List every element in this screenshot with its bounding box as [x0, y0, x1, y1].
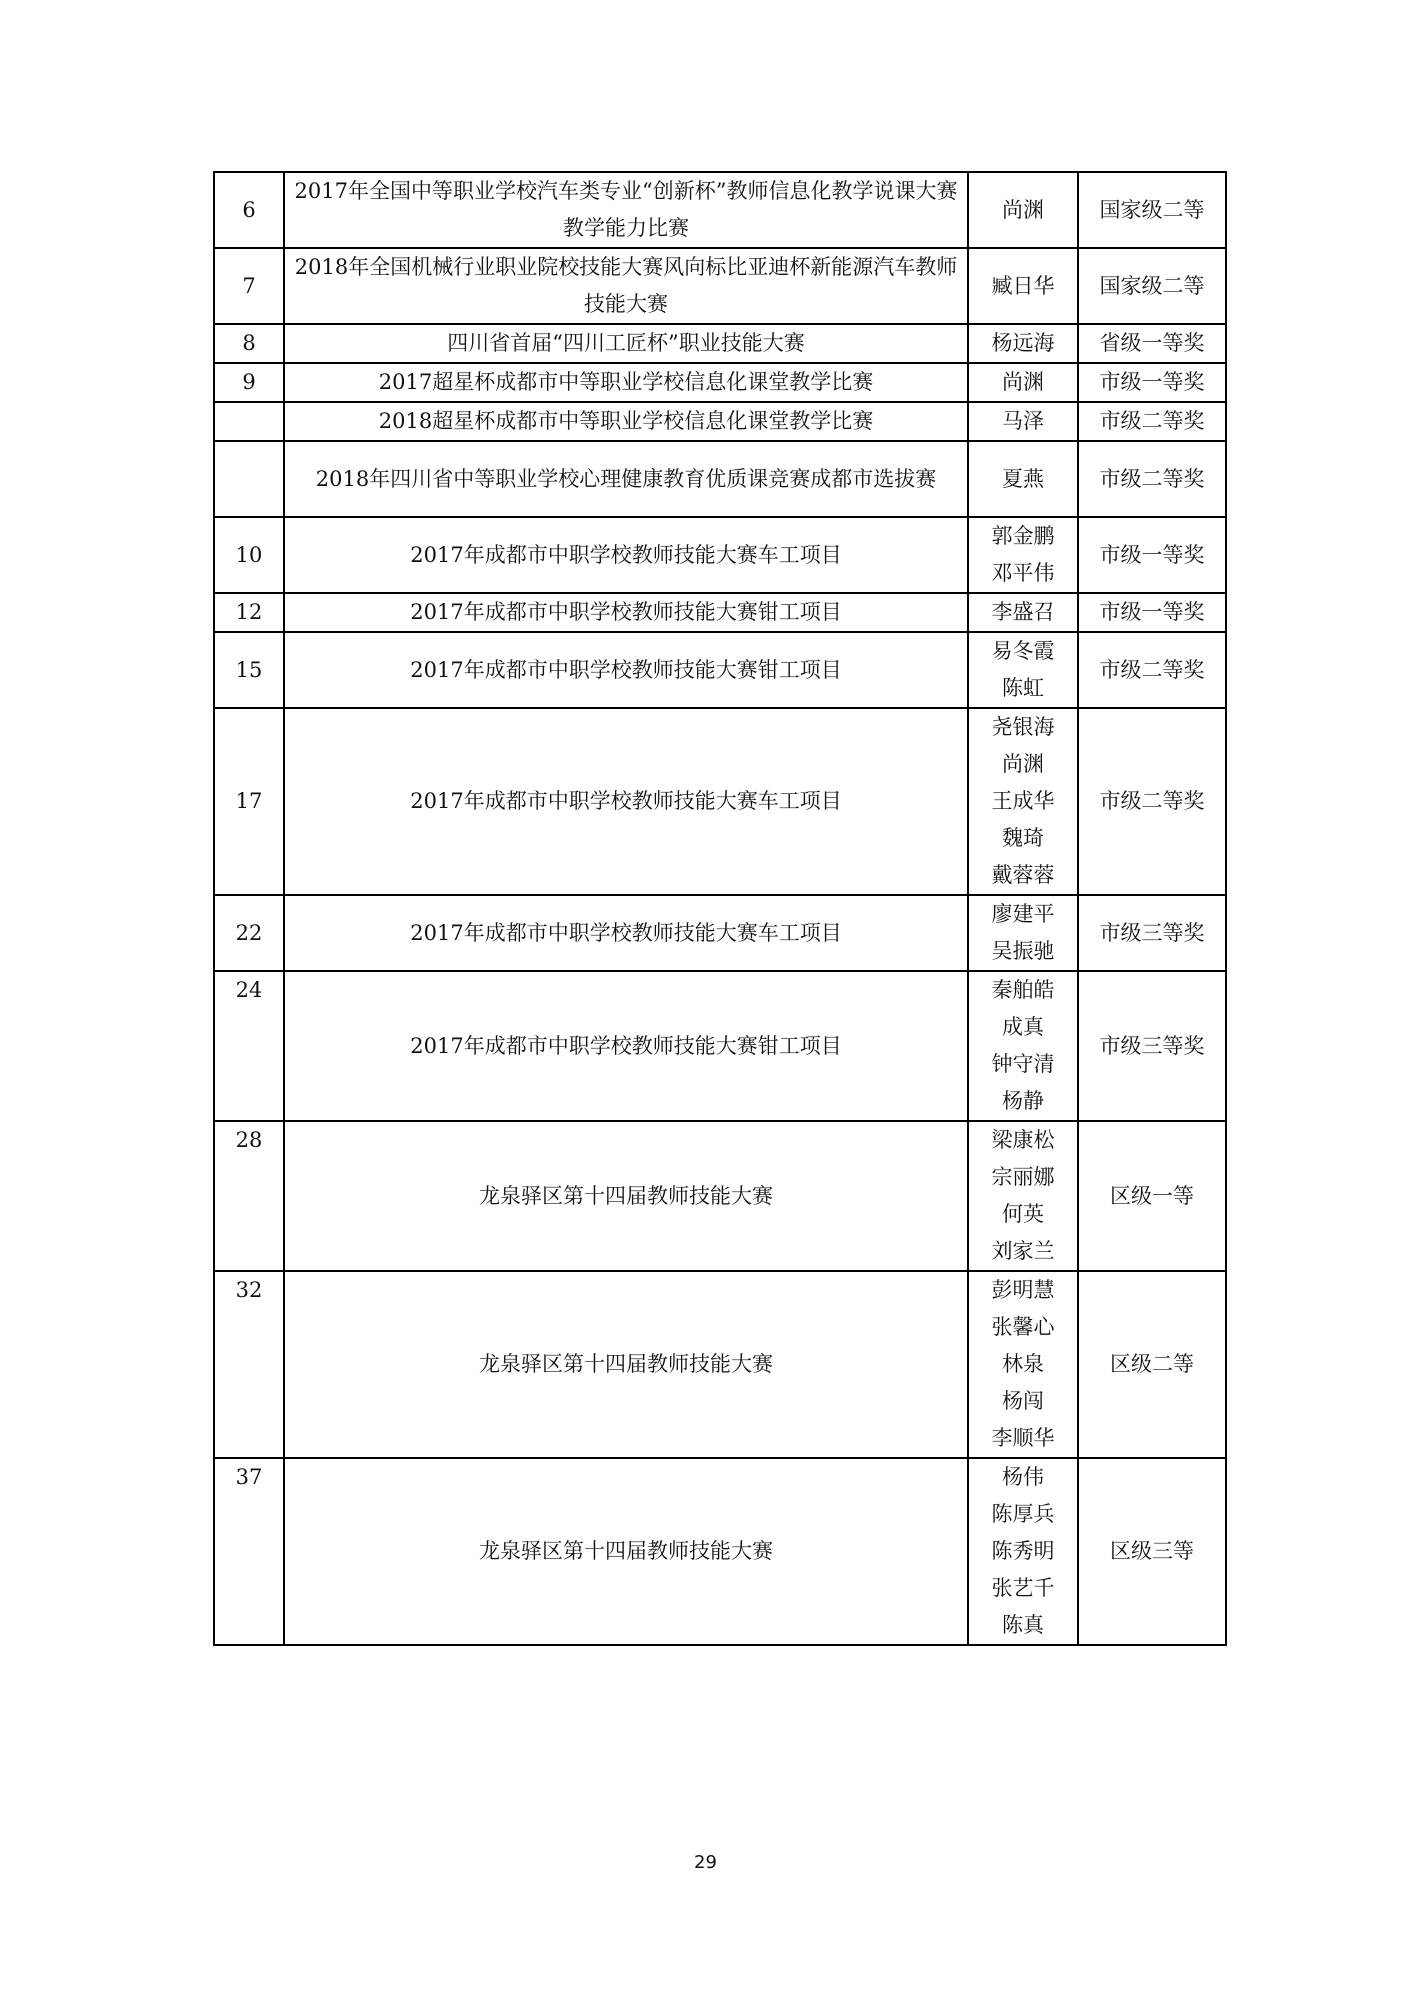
winner-name: 李顺华	[991, 1426, 1055, 1450]
table-row	[214, 1458, 1226, 1645]
competition-cell: 2018年全国机械行业职业院校技能大赛风向标比亚迪杯新能源汽车教师技能大赛	[284, 248, 968, 324]
winner-name: 廖建平	[991, 902, 1055, 926]
award-level-cell: 国家级二等	[1078, 172, 1226, 248]
row-number-cell: 22	[214, 895, 284, 971]
winner-name: 杨静	[1002, 1089, 1044, 1113]
competition-cell: 龙泉驿区第十四届教师技能大赛	[284, 1458, 968, 1645]
winner-names-cell	[968, 1271, 1078, 1458]
winner-name: 陈真	[1002, 1613, 1044, 1637]
competition-cell: 龙泉驿区第十四届教师技能大赛	[284, 1121, 968, 1271]
winner-name: 尚渊	[1002, 197, 1044, 222]
winner-names-cell	[968, 895, 1078, 971]
table-row	[214, 708, 1226, 895]
competition-cell: 2017年成都市中职学校教师技能大赛车工项目	[284, 708, 968, 895]
winner-name: 梁康松	[991, 1128, 1055, 1152]
table-row	[214, 517, 1226, 593]
table-row	[214, 1121, 1226, 1271]
row-number-cell: 32	[214, 1271, 284, 1458]
competition-cell: 2017年成都市中职学校教师技能大赛钳工项目	[284, 971, 968, 1121]
winner-names-cell	[968, 248, 1078, 324]
award-level-cell: 国家级二等	[1078, 248, 1226, 324]
table-row	[214, 363, 1226, 402]
competition-cell: 2017年成都市中职学校教师技能大赛车工项目	[284, 895, 968, 971]
winner-names-cell	[968, 708, 1078, 895]
winner-name: 郭金鹏	[991, 524, 1055, 548]
winner-name: 钟守清	[991, 1052, 1055, 1076]
winner-name: 林泉	[1002, 1352, 1044, 1376]
winner-name: 夏燕	[1002, 466, 1044, 491]
award-level-cell: 市级二等奖	[1078, 708, 1226, 895]
winner-name: 张馨心	[991, 1315, 1055, 1339]
award-level-cell: 市级一等奖	[1078, 517, 1226, 593]
row-number-cell: 12	[214, 593, 284, 632]
winner-name: 魏琦	[1002, 826, 1044, 850]
winner-name: 杨伟	[1002, 1465, 1044, 1489]
winner-name: 何英	[1002, 1202, 1044, 1226]
row-number-cell: 8	[214, 324, 284, 363]
winner-names-cell	[968, 363, 1078, 402]
award-table	[213, 171, 1227, 1646]
competition-cell: 2017年全国中等职业学校汽车类专业“创新杯”教师信息化教学说课大赛教学能力比赛	[284, 172, 968, 248]
winner-name: 吴振驰	[991, 939, 1055, 963]
award-level-cell: 市级一等奖	[1078, 593, 1226, 632]
competition-cell: 2017年成都市中职学校教师技能大赛车工项目	[284, 517, 968, 593]
award-level-cell: 市级三等奖	[1078, 895, 1226, 971]
award-level-cell: 区级一等	[1078, 1121, 1226, 1271]
competition-cell: 2017年成都市中职学校教师技能大赛钳工项目	[284, 632, 968, 708]
row-number-cell: 24	[214, 971, 284, 1121]
table-row	[214, 172, 1226, 248]
winner-name: 易冬霞	[991, 639, 1055, 663]
award-level-cell: 区级三等	[1078, 1458, 1226, 1645]
winner-name: 尚渊	[1002, 752, 1044, 776]
table-row	[214, 593, 1226, 632]
winner-name: 秦舶皓	[991, 978, 1055, 1002]
competition-cell: 2017年成都市中职学校教师技能大赛钳工项目	[284, 593, 968, 632]
winner-name: 戴蓉蓉	[991, 863, 1055, 887]
winner-names-cell	[968, 1121, 1078, 1271]
winner-name: 宗丽娜	[991, 1165, 1055, 1189]
winner-name: 陈虹	[1002, 676, 1044, 700]
table-row	[214, 402, 1226, 441]
table-row	[214, 971, 1226, 1121]
winner-name: 成真	[1002, 1015, 1044, 1039]
winner-names-cell	[968, 517, 1078, 593]
winner-name: 刘家兰	[991, 1239, 1055, 1263]
table-row	[214, 895, 1226, 971]
winner-name: 陈秀明	[991, 1539, 1055, 1563]
row-number-cell: 37	[214, 1458, 284, 1645]
competition-cell: 四川省首届“四川工匠杯”职业技能大赛	[284, 324, 968, 363]
winner-name: 王成华	[991, 789, 1055, 813]
award-level-cell: 区级二等	[1078, 1271, 1226, 1458]
winner-name: 陈厚兵	[991, 1502, 1055, 1526]
winner-name: 马泽	[1002, 409, 1044, 433]
award-level-cell: 市级三等奖	[1078, 971, 1226, 1121]
table-row	[214, 632, 1226, 708]
winner-name: 李盛召	[991, 600, 1055, 624]
row-number-cell: 6	[214, 172, 284, 248]
winner-names-cell	[968, 402, 1078, 441]
row-number-cell: 28	[214, 1121, 284, 1271]
award-level-cell: 市级二等奖	[1078, 632, 1226, 708]
winner-names-cell	[968, 172, 1078, 248]
row-number-cell	[214, 441, 284, 517]
winner-names-cell	[968, 971, 1078, 1121]
winner-name: 杨远海	[991, 331, 1055, 355]
winner-name: 彭明慧	[991, 1278, 1055, 1302]
award-level-cell: 市级一等奖	[1078, 363, 1226, 402]
winner-names-cell	[968, 1458, 1078, 1645]
competition-cell: 2017超星杯成都市中等职业学校信息化课堂教学比赛	[284, 363, 968, 402]
competition-cell: 龙泉驿区第十四届教师技能大赛	[284, 1271, 968, 1458]
award-level-cell: 省级一等奖	[1078, 324, 1226, 363]
winner-names-cell	[968, 441, 1078, 517]
row-number-cell: 17	[214, 708, 284, 895]
table-row	[214, 1271, 1226, 1458]
competition-cell: 2018超星杯成都市中等职业学校信息化课堂教学比赛	[284, 402, 968, 441]
winner-name: 邓平伟	[991, 561, 1055, 585]
winner-name: 尧银海	[991, 715, 1055, 739]
table-row	[214, 324, 1226, 363]
row-number-cell	[214, 402, 284, 441]
row-number-cell: 10	[214, 517, 284, 593]
competition-cell: 2018年四川省中等职业学校心理健康教育优质课竞赛成都市选拔赛	[284, 441, 968, 517]
winner-names-cell	[968, 324, 1078, 363]
winner-names-cell	[968, 593, 1078, 632]
award-table-body	[214, 172, 1226, 1645]
winner-name: 张艺千	[991, 1576, 1055, 1600]
winner-name: 臧日华	[991, 273, 1055, 298]
winner-name: 杨闯	[1002, 1389, 1044, 1413]
table-row	[214, 441, 1226, 517]
table-row	[214, 248, 1226, 324]
winner-names-cell	[968, 632, 1078, 708]
award-level-cell: 市级二等奖	[1078, 402, 1226, 441]
page-number: 29	[694, 1852, 717, 1873]
row-number-cell: 15	[214, 632, 284, 708]
award-level-cell: 市级二等奖	[1078, 441, 1226, 517]
winner-name: 尚渊	[1002, 370, 1044, 394]
row-number-cell: 9	[214, 363, 284, 402]
row-number-cell: 7	[214, 248, 284, 324]
